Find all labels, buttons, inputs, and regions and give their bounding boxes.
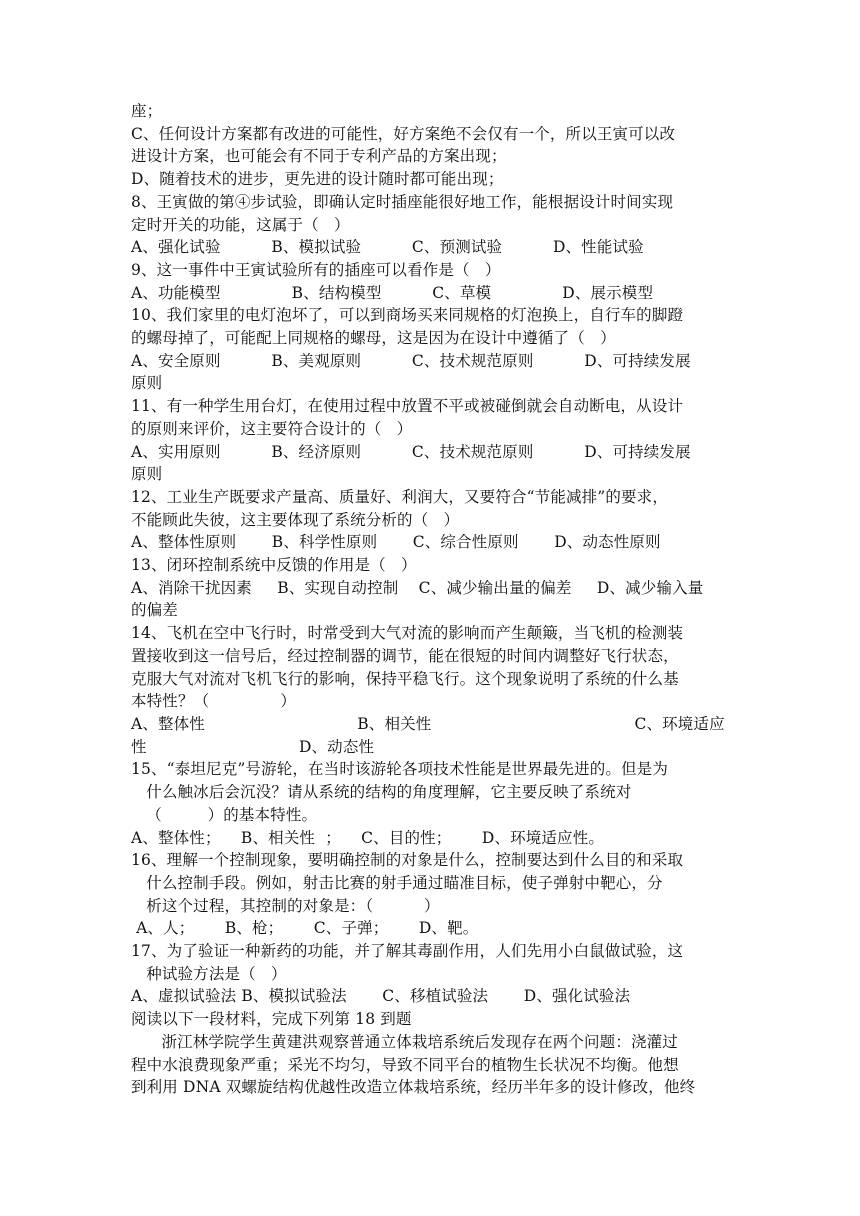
text-line: 的螺母掉了，可能配上同规格的螺母，这是因为在设计中遵循了（ ） (131, 329, 616, 348)
text-line: 性 D、动态性 (131, 737, 375, 756)
options-8: A、强化试验 B、模拟试验 C、预测试验 D、性能试验 (131, 238, 644, 257)
question-16: 16、理解一个控制现象，要明确控制的对象是什么，控制要达到什么目的和采取 (131, 851, 684, 870)
question-11: 11、有一种学生用台灯，在使用过程中放置不平或被碰倒就会自动断电，从设计 (131, 397, 684, 416)
question-9: 9、这一事件中王寅试验所有的插座可以看作是（ ） (131, 260, 501, 279)
text-line: 什么控制手段。例如，射击比赛的射手通过瞄准目标，使子弹射中靶心，分 (131, 873, 663, 892)
question-8: 8、王寅做的第④步试验，即确认定时插座能很好地工作，能根据设计时间实现 (131, 192, 674, 211)
question-13: 13、闭环控制系统中反馈的作用是（ ） (131, 556, 417, 575)
options-13: A、消除干扰因素 B、实现自动控制 C、减少输出量的偏差 D、减少输入量 (131, 578, 704, 597)
text-line: 析这个过程，其控制的对象是：（ ） (131, 896, 440, 915)
options-11: A、实用原则 B、经济原则 C、技术规范原则 D、可持续发展 (131, 442, 691, 461)
reading-paragraph: 程中水浪费现象严重；采光不均匀，导致不同平台的植物生长状况不均衡。他想 (131, 1055, 679, 1074)
options-10: A、安全原则 B、美观原则 C、技术规范原则 D、可持续发展 (131, 351, 691, 370)
options-14: A、整体性 B、相关性 C、环境适应 (131, 714, 725, 733)
text-line: 进设计方案，也可能会有不同于专利产品的方案出现； (131, 147, 507, 166)
question-17: 17、为了验证一种新药的功能，并了解其毒副作用，人们先用小白鼠做试验，这 (131, 942, 684, 961)
text-line: 座； (131, 102, 163, 120)
reading-instruction: 阅读以下一段材料，完成下列第 18 到题 (131, 1010, 412, 1029)
text-line: 什么触冰后会沉没？请从系统的结构的角度理解，它主要反映了系统对 (131, 783, 632, 802)
text-line: 的原则来评价，这主要符合设计的（ ） (131, 419, 413, 438)
options-12: A、整体性原则 B、科学性原则 C、综合性原则 D、动态性原则 (131, 533, 661, 552)
text-line: 原则 (131, 374, 163, 393)
text-line: 不能顾此失彼，这主要体现了系统分析的（ ） (131, 510, 460, 529)
reading-paragraph: 浙江林学院学生黄建洪观察普通立体栽培系统后发现存在两个问题：浇灌过 (131, 1032, 678, 1051)
text-line: 克服大气对流对飞机飞行的影响，保持平稳飞行。这个现象说明了系统的什么基 (131, 669, 679, 688)
question-12: 12、工业生产既要求产量高、质量好、利润大，又要符合“节能减排”的要求， (131, 487, 668, 506)
options-15: A、整体性； B、相关性 ； C、目的性； D、环境适应性。 (131, 828, 605, 847)
question-14: 14、飞机在空中飞行时，时常受到大气对流的影响而产生颠簸，当飞机的检测装 (131, 624, 684, 643)
reading-paragraph: 到利用 DNA 双螺旋结构优越性改造立体栽培系统，经历半年多的设计修改，他终 (131, 1078, 696, 1097)
options-16: A、人； B、枪； C、子弹； D、靶。 (131, 919, 479, 938)
text-line: 原则 (131, 465, 163, 484)
text-line: 的偏差 (131, 601, 178, 620)
option-d-line: D、随着技术的进步，更先进的设计随时都可能出现； (131, 170, 504, 189)
question-10: 10、我们家里的电灯泡坏了，可以到商场买来同规格的灯泡换上，自行车的脚蹬 (131, 306, 684, 325)
question-15: 15、“泰坦尼克”号游轮，在当时该游轮各项技术性能是世界最先进的。但是为 (131, 760, 668, 779)
text-line: （ ）的基本特性。 (131, 805, 318, 824)
text-line: 本特性？（ ） (131, 692, 296, 711)
options-17: A、虚拟试验法 B、模拟试验法 C、移植试验法 D、强化试验法 (131, 987, 631, 1006)
options-9: A、功能模型 B、结构模型 C、草模 D、展示模型 (131, 283, 654, 302)
text-line: 定时开关的功能，这属于（ ） (131, 215, 350, 234)
text-line: 置接收到这一信号后，经过控制器的调节，能在很短的时间内调整好飞行状态， (131, 646, 679, 665)
text-line: 种试验方法是（ ） (131, 964, 287, 983)
option-c-line: C、任何设计方案都有改进的可能性，好方案绝不会仅有一个，所以王寅可以改 (131, 124, 676, 143)
